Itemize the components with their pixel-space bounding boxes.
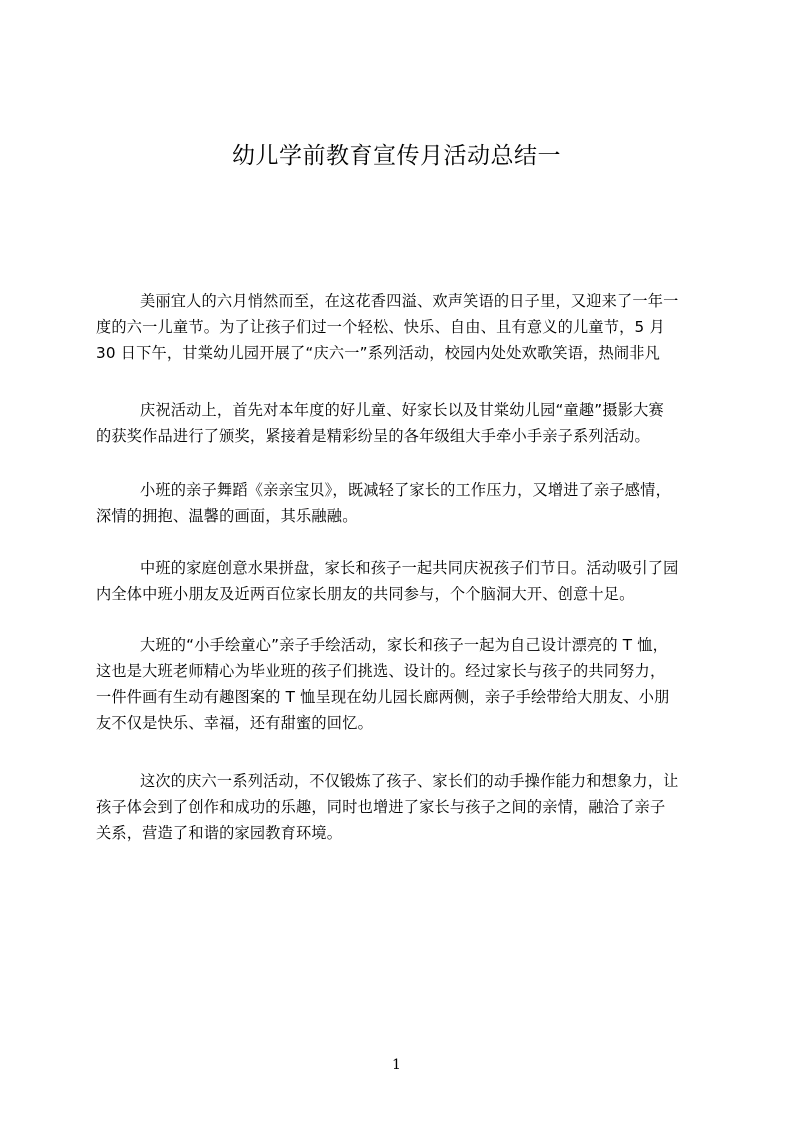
paragraph-5 — [96, 632, 700, 736]
paragraph-line: 小班的亲子舞蹈《亲亲宝贝》，既减轻了家长的工作压力，又增进了亲子感情， — [140, 481, 671, 499]
paragraph-line: 美丽宜人的六月悄然而至，在这花香四溢、欢声笑语的日子里，又迎来了一年一 — [140, 292, 679, 310]
paragraph-line: 大班的“小手绘童心”亲子手绘活动，家长和孩子一起为自己设计漂亮的 T 恤， — [140, 636, 669, 654]
paragraph-line: 孩子体会到了创作和成功的乐趣，同时也增进了家长与孩子之间的亲情，融洽了亲子 — [96, 798, 666, 816]
paragraph-line: 庆祝活动上，首先对本年度的好儿童、好家长以及甘棠幼儿园“童趣”摄影大赛 — [140, 401, 664, 419]
page-number: 1 — [392, 1057, 401, 1073]
paragraph-line: 的获奖作品进行了颁奖，紧接着是精彩纷呈的各年级组大手牵小手亲子系列活动。 — [96, 427, 650, 445]
paragraph-3 — [96, 477, 700, 529]
paragraph-line: 友不仅是快乐、幸福，还有甜蜜的回忆。 — [96, 714, 373, 732]
paragraph-6 — [96, 768, 700, 846]
paragraph-line: 30 日下午，甘棠幼儿园开展了“庆六一”系列活动，校园内处处欢歌笑语，热闹非凡 — [96, 344, 661, 362]
paragraph-4 — [96, 555, 700, 607]
paragraph-line: 深情的拥抱、温馨的画面，其乐融融。 — [96, 507, 358, 525]
document-title: 幼儿学前教育宣传月活动总结一 — [232, 143, 561, 169]
paragraph-line: 中班的家庭创意水果拼盘，家长和孩子一起共同庆祝孩子们节日。活动吸引了园 — [140, 559, 679, 577]
paragraph-line: 关系，营造了和谐的家园教育环境。 — [96, 824, 343, 842]
paragraph-line: 一件件画有生动有趣图案的 T 恤呈现在幼儿园长廊两侧，亲子手绘带给大朋友、小朋 — [96, 688, 670, 706]
paragraph-2 — [96, 397, 700, 449]
paragraph-line: 内全体中班小朋友及近两百位家长朋友的共同参与，个个脑洞大开、创意十足。 — [96, 585, 635, 603]
paragraph-line: 这次的庆六一系列活动，不仅锻炼了孩子、家长们的动手操作能力和想象力，让 — [140, 772, 679, 790]
paragraph-line: 这也是大班老师精心为毕业班的孩子们挑选、设计的。经过家长与孩子的共同努力， — [96, 662, 666, 680]
paragraph-line: 度的六一儿童节。为了让孩子们过一个轻松、快乐、自由、且有意义的儿童节，5 月 — [96, 318, 665, 336]
paragraph-1 — [96, 288, 700, 366]
